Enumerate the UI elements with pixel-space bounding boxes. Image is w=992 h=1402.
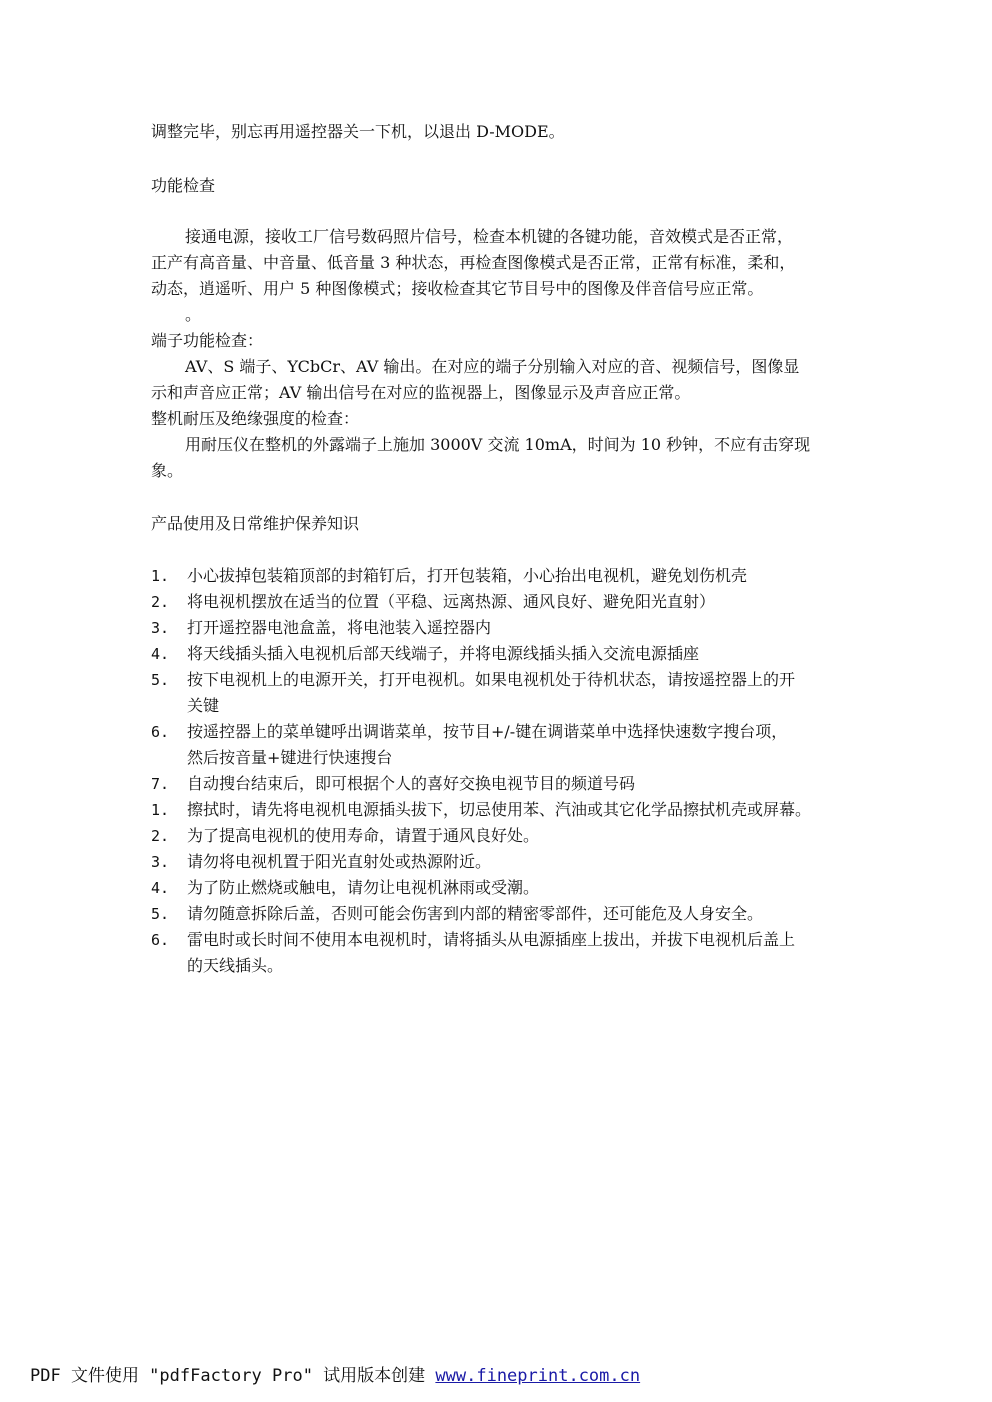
function-check-line-3: 动态，逍遥听、用户 5 种图像模式；接收检查其它节目号中的图像及伴音信号应正常。	[151, 279, 764, 298]
function-check-line-1: 接通电源，接收工厂信号数码照片信号，检查本机键的各键功能，音效模式是否正常，	[185, 227, 794, 246]
voltage-check-line-1: 用耐压仪在整机的外露端子上施加 3000V 交流 10mA，时间为 10 秒钟，不应有击穿现	[185, 435, 811, 454]
list-item-number: 5.	[151, 905, 170, 923]
pdf-footer	[30, 1365, 640, 1387]
intro-line: 调整完毕，别忘再用遥控器关一下机，以退出 D-MODE。	[151, 122, 565, 141]
voltage-check-line-2: 象。	[151, 461, 184, 480]
list-item: 按遥控器上的菜单键呼出调谐菜单，按节目+/-键在调谐菜单中选择快速数字搜台项，	[187, 722, 788, 741]
terminal-check-line-1: AV、S 端子、YCbCr、AV 输出。在对应的端子分别输入对应的音、视频信号，图像显	[185, 357, 800, 376]
list-item-number: 7.	[151, 775, 170, 793]
list-item: 将天线插头插入电视机后部天线端子，并将电源线插头插入交流电源插座	[187, 644, 700, 663]
list-item: 请勿将电视机置于阳光直射处或热源附近。	[187, 852, 492, 871]
list-item: 将电视机摆放在适当的位置（平稳、远离热源、通风良好、避免阳光直射）	[187, 592, 716, 611]
list-item-number: 4.	[151, 645, 170, 663]
list-item-number: 4.	[151, 879, 170, 897]
list-item-number: 6.	[151, 723, 170, 741]
list-item: 为了防止燃烧或触电，请勿让电视机淋雨或受潮。	[187, 878, 540, 897]
list-item-number: 5.	[151, 671, 170, 689]
list-item-number: 2.	[151, 593, 170, 611]
function-check-line-2: 正产有高音量、中音量、低音量 3 种状态，再检查图像模式是否正常，正常有标准，柔和，	[151, 253, 796, 272]
list-item: 小心拔掉包装箱顶部的封箱钉后，打开包装箱，小心抬出电视机，避免划伤机壳	[187, 566, 748, 585]
list-item: 请勿随意拆除后盖，否则可能会伤害到内部的精密零部件，还可能危及人身安全。	[187, 904, 764, 923]
stray-period: 。	[185, 305, 202, 324]
footer-text: PDF 文件使用 "pdfFactory Pro" 试用版本创建	[30, 1366, 436, 1386]
list-item-continuation: 然后按音量+键进行快速搜台	[187, 748, 393, 767]
list-item-number: 6.	[151, 931, 170, 949]
terminal-check-line-2: 示和声音应正常；AV 输出信号在对应的监视器上，图像显示及声音应正常。	[151, 383, 691, 402]
list-item-number: 3.	[151, 853, 170, 871]
list-item-continuation: 的天线插头。	[187, 956, 284, 975]
footer-link[interactable]: www.fineprint.com.cn	[435, 1366, 641, 1386]
list-item-continuation: 关键	[187, 696, 220, 715]
list-item: 按下电视机上的电源开关，打开电视机。如果电视机处于待机状态，请按遥控器上的开	[187, 670, 796, 689]
list-item-number: 3.	[151, 619, 170, 637]
function-check-heading: 功能检查	[151, 176, 216, 195]
list-item-number: 1.	[151, 567, 170, 585]
list-item: 雷电时或长时间不使用本电视机时，请将插头从电源插座上拔出，并拔下电视机后盖上	[187, 930, 796, 949]
list-item: 自动搜台结束后，即可根据个人的喜好交换电视节目的频道号码	[187, 774, 636, 793]
list-item: 为了提高电视机的使用寿命，请置于通风良好处。	[187, 826, 540, 845]
list-item-number: 1.	[151, 801, 170, 819]
list-item: 擦拭时，请先将电视机电源插头拔下，切忌使用苯、汽油或其它化学品擦拭机壳或屏幕。	[187, 800, 812, 819]
voltage-check-heading: 整机耐压及绝缘强度的检查：	[151, 409, 360, 428]
usage-heading: 产品使用及日常维护保养知识	[151, 514, 360, 533]
list-item: 打开遥控器电池盒盖，将电池装入遥控器内	[187, 618, 492, 637]
terminal-check-heading: 端子功能检查：	[151, 331, 264, 350]
list-item-number: 2.	[151, 827, 170, 845]
